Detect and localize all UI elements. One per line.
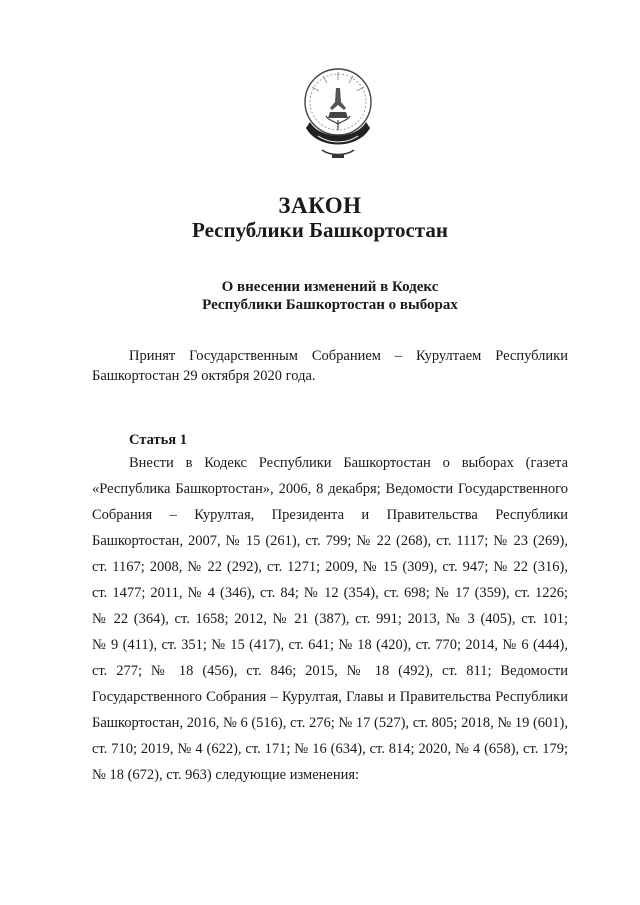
article-line: ст. 1167; 2008, № 22 (292), ст. 1271; 2009, № 15 (309), ст. 947; № 22 (316), (92, 559, 568, 575)
issuer-title: Республики Башкортостан (192, 218, 448, 242)
article-line: ст. 277; № 18 (456), ст. 846; 2015, № 18 (492), ст. 811; Ведомости (92, 663, 568, 679)
article-line: № 9 (411), ст. 351; № 15 (417), ст. 641; № 18 (420), ст. 770; 2014, № 6 (444), (92, 637, 568, 653)
article-line: Государственного Собрания – Курултая, Главы и Правительства Республики (92, 689, 568, 705)
coat-of-arms-emblem (300, 58, 376, 164)
article-line: Башкортостан, 2007, № 15 (261), ст. 799; № 22 (268), ст. 1117; № 23 (269), (92, 533, 568, 549)
article-line: № 22 (364), ст. 1658; 2012, № 21 (387), ст. 991; 2013, № 3 (405), ст. 101; (92, 611, 568, 627)
law-heading-line-2: Республики Башкортостан о выборах (202, 297, 458, 313)
article-line: ст. 1477; 2011, № 4 (346), ст. 84; № 12 (354), ст. 698; № 17 (359), ст. 1226; (92, 585, 568, 601)
adoption-line: Принят Государственным Собранием – Курултаем Республики (129, 348, 568, 364)
article-line: № 18 (672), ст. 963) следующие изменения: (92, 767, 360, 783)
article-line: Внести в Кодекс Республики Башкортостан о выборах (газета (129, 455, 568, 471)
article-line: Башкортостан, 2016, № 6 (516), ст. 276; № 17 (527), ст. 805; 2018, № 19 (601), (92, 715, 568, 731)
law-heading-line-1: О внесении изменений в Кодекс (221, 279, 439, 295)
article-line: Собрания – Курултая, Президента и Правительства Республики (92, 507, 568, 523)
article-line: «Республика Башкортостан», 2006, 8 декабря; Ведомости Государственного (92, 481, 568, 497)
article-heading: Статья 1 (129, 432, 187, 448)
adoption-line: Башкортостан 29 октября 2020 года. (92, 368, 316, 384)
document-type-title: ЗАКОН (278, 193, 362, 218)
article-line: ст. 710; 2019, № 4 (622), ст. 171; № 16 (634), ст. 814; 2020, № 4 (658), ст. 179; (92, 741, 568, 757)
